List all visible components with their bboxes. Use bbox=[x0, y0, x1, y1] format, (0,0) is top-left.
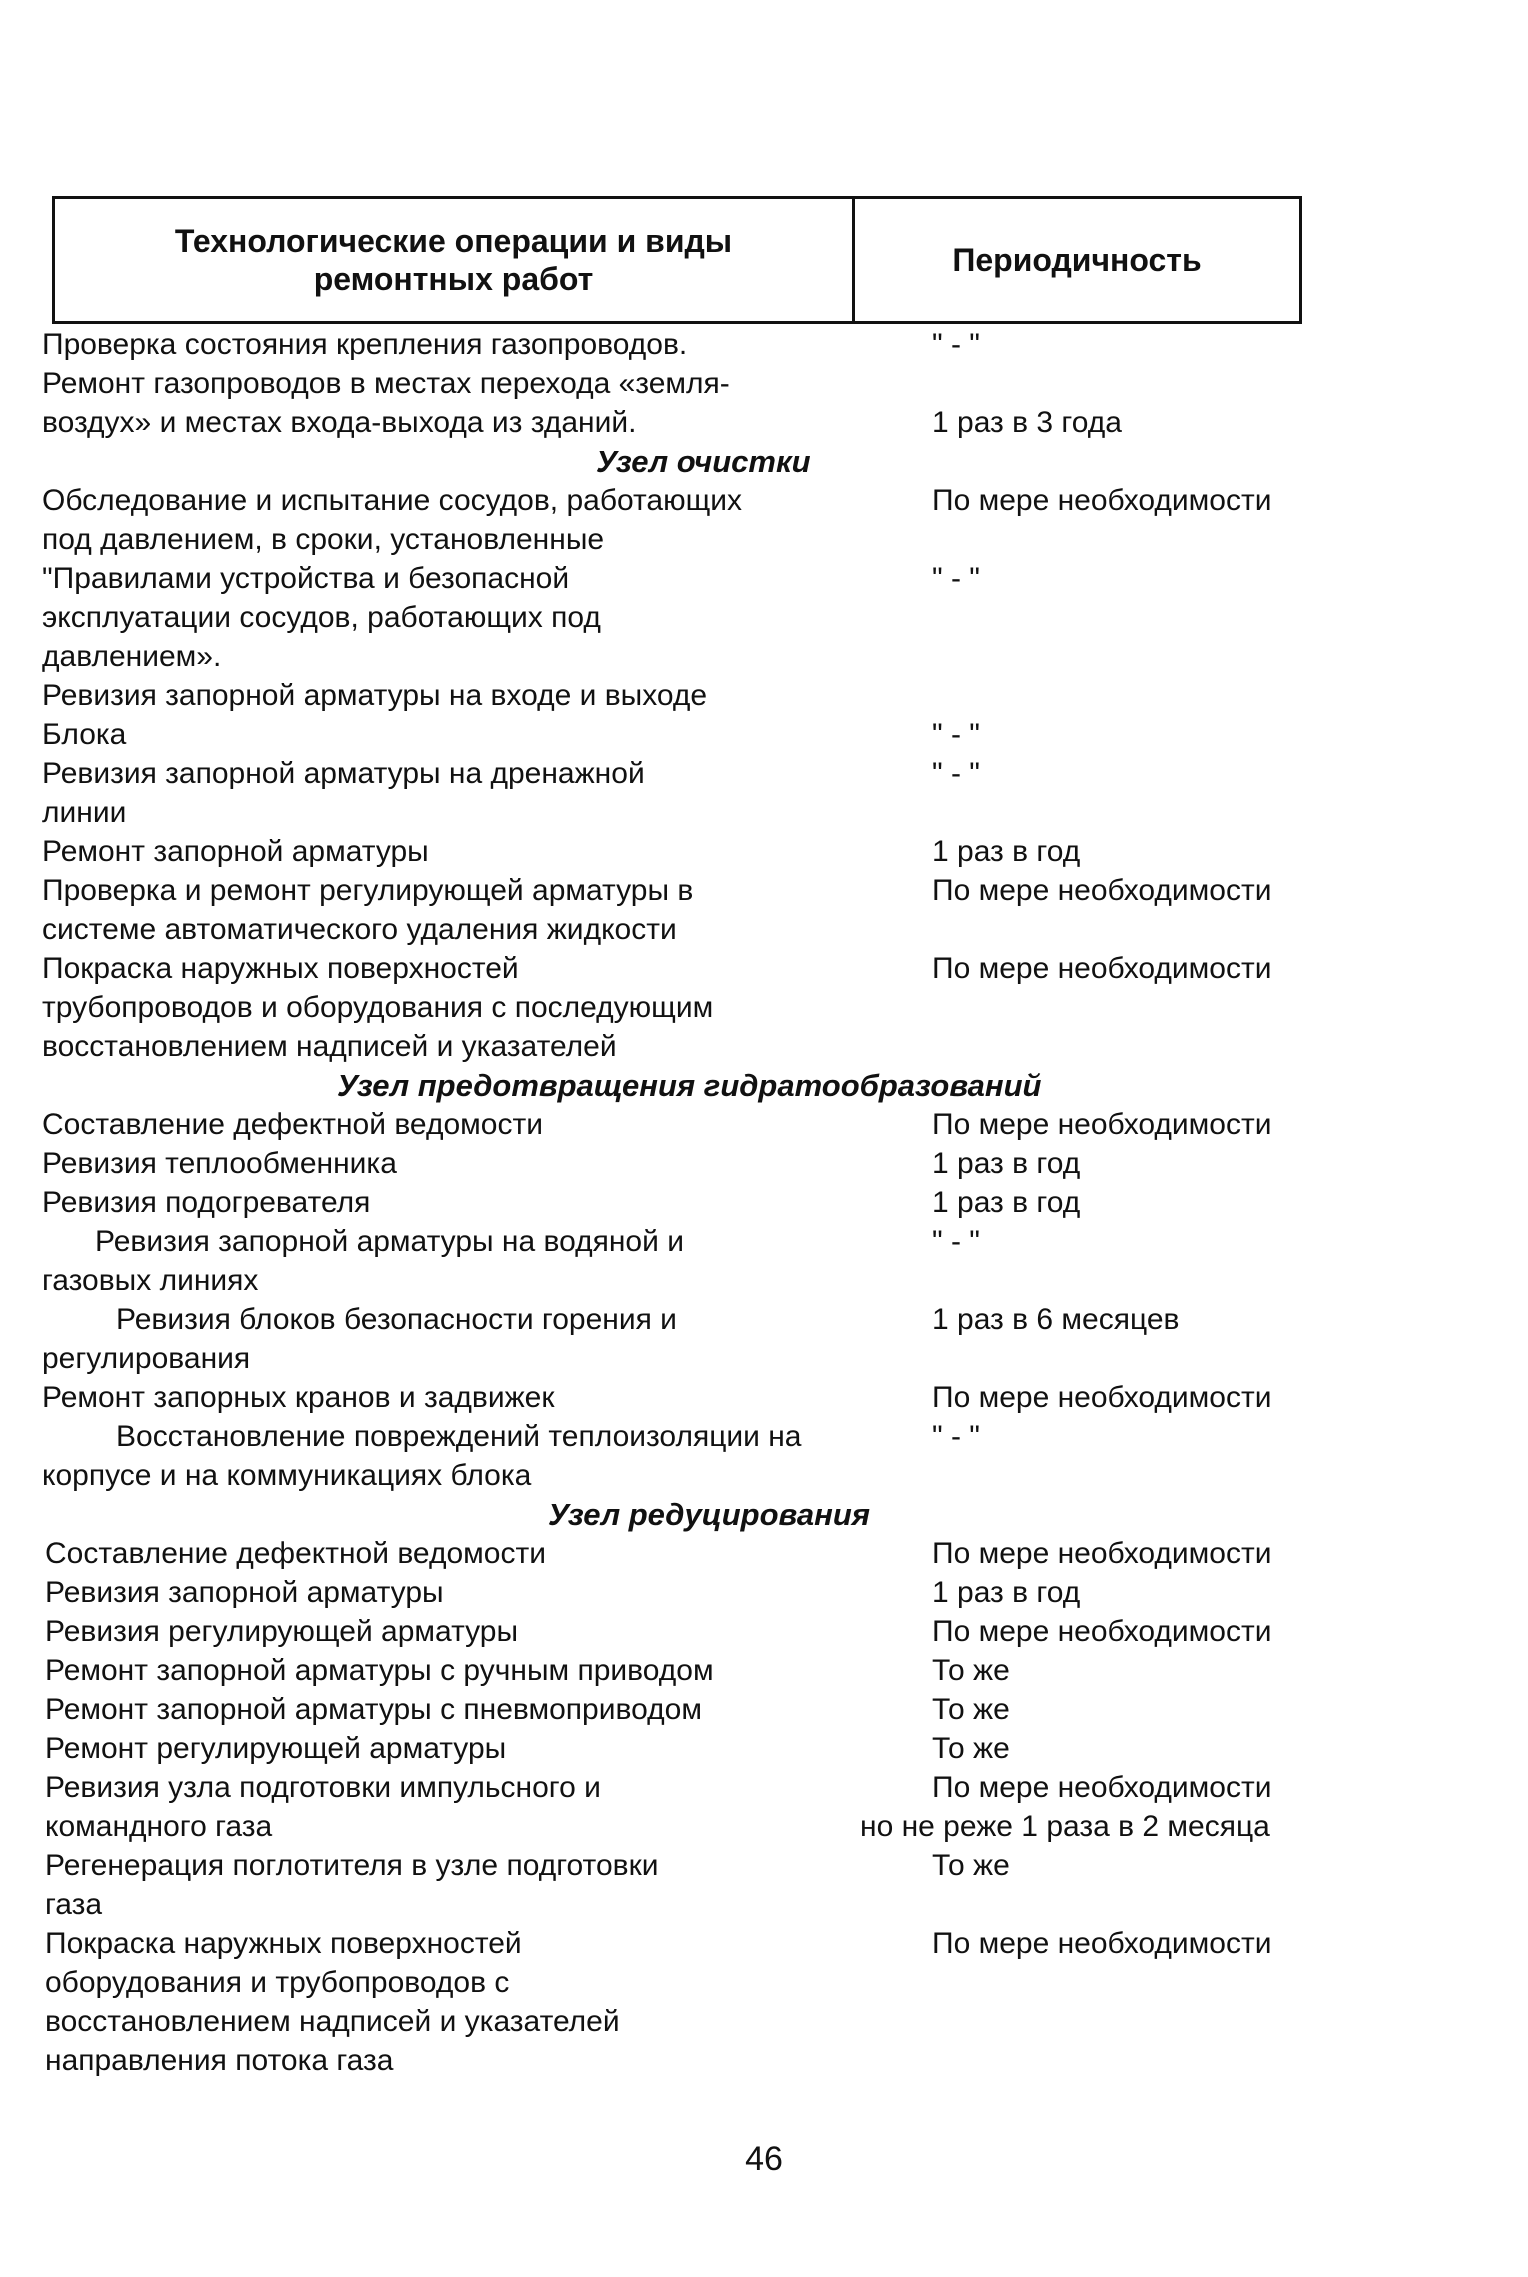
operation-line: Составление дефектной ведомости bbox=[42, 1108, 543, 1141]
operation-line: Покраска наружных поверхностей bbox=[42, 952, 519, 985]
periodicity-value: По мере необходимости bbox=[932, 874, 1272, 907]
operation-line: Ремонт запорной арматуры bbox=[42, 835, 429, 868]
periodicity-value: 1 раз в год bbox=[932, 835, 1081, 868]
operation-line: восстановлением надписей и указателей bbox=[45, 2005, 620, 2038]
periodicity-value: По мере необходимости bbox=[932, 1771, 1272, 1804]
operation-line: Ремонт запорной арматуры с ручным приводом bbox=[45, 1654, 714, 1687]
header-operations-cell: Технологические операции и виды ремонтных работ bbox=[55, 199, 855, 321]
periodicity-value: " - " bbox=[932, 1225, 980, 1258]
operation-line: Ревизия запорной арматуры bbox=[45, 1576, 444, 1609]
operation-line: Ремонт регулирующей арматуры bbox=[45, 1732, 507, 1765]
operation-line: Составление дефектной ведомости bbox=[45, 1537, 546, 1570]
operation-line: Ревизия теплообменника bbox=[42, 1147, 397, 1180]
operation-line: "Правилами устройства и безопасной bbox=[42, 562, 570, 595]
periodicity-value: То же bbox=[932, 1732, 1010, 1765]
operation-line: регулирования bbox=[42, 1342, 251, 1375]
operation-line: системе автоматического удаления жидкости bbox=[42, 913, 677, 946]
operation-line: Восстановление повреждений теплоизоляции на bbox=[116, 1420, 802, 1453]
operation-line: эксплуатации сосудов, работающих под bbox=[42, 601, 601, 634]
operation-line: восстановлением надписей и указателей bbox=[42, 1030, 617, 1063]
periodicity-value: " - " bbox=[932, 718, 980, 751]
operation-line: оборудования и трубопроводов с bbox=[45, 1966, 510, 1999]
operation-line: Ревизия регулирующей арматуры bbox=[45, 1615, 519, 1648]
periodicity-value: По мере необходимости bbox=[932, 1108, 1272, 1141]
operation-line: линии bbox=[42, 796, 127, 829]
periodicity-value: 1 раз в 6 месяцев bbox=[932, 1303, 1180, 1336]
periodicity-value: По мере необходимости bbox=[932, 484, 1272, 517]
periodicity-value: По мере необходимости bbox=[932, 952, 1272, 985]
operation-line: Проверка и ремонт регулирующей арматуры в bbox=[42, 874, 694, 907]
operation-line: газовых линиях bbox=[42, 1264, 259, 1297]
periodicity-value: " - " bbox=[932, 328, 980, 361]
operation-line: воздух» и местах входа-выхода из зданий. bbox=[42, 406, 637, 439]
page-number: 46 bbox=[745, 2140, 783, 2178]
header-periodicity-cell: Периодичность bbox=[952, 241, 1202, 278]
periodicity-value: То же bbox=[932, 1849, 1010, 1882]
periodicity-value: 1 раз в год bbox=[932, 1186, 1081, 1219]
section-heading: Узел предотвращения гидратообразований bbox=[337, 1068, 1042, 1103]
operation-line: Проверка состояния крепления газопроводов. bbox=[42, 328, 688, 361]
operation-line: Блока bbox=[42, 718, 127, 751]
section-heading: Узел редуцирования bbox=[548, 1497, 871, 1532]
operation-line: командного газа bbox=[45, 1810, 273, 1843]
operation-line: Ревизия запорной арматуры на дренажной bbox=[42, 757, 645, 790]
periodicity-value: По мере необходимости bbox=[932, 1537, 1272, 1570]
periodicity-value: но не реже 1 раза в 2 месяца bbox=[860, 1810, 1270, 1843]
operation-line: Ревизия запорной арматуры на входе и выходе bbox=[42, 679, 708, 712]
periodicity-value: То же bbox=[932, 1693, 1010, 1726]
periodicity-value: " - " bbox=[932, 757, 980, 790]
operation-line: направления потока газа bbox=[45, 2044, 394, 2077]
periodicity-value: " - " bbox=[932, 1420, 980, 1453]
periodicity-value: По мере необходимости bbox=[932, 1381, 1272, 1414]
operation-line: корпусе и на коммуникациях блока bbox=[42, 1459, 532, 1492]
periodicity-value: 1 раз в год bbox=[932, 1576, 1081, 1609]
section-heading: Узел очистки bbox=[596, 444, 811, 479]
operation-line: Ремонт запорной арматуры с пневмоприводом bbox=[45, 1693, 702, 1726]
operation-line: газа bbox=[45, 1888, 103, 1921]
operation-line: Регенерация поглотителя в узле подготовки bbox=[45, 1849, 659, 1882]
operation-line: Ревизия подогревателя bbox=[42, 1186, 371, 1219]
periodicity-value: По мере необходимости bbox=[932, 1615, 1272, 1648]
operation-line: Обследование и испытание сосудов, работающих bbox=[42, 484, 743, 517]
periodicity-value: По мере необходимости bbox=[932, 1927, 1272, 1960]
operation-line: Ремонт газопроводов в местах перехода «земля- bbox=[42, 367, 730, 400]
periodicity-value: 1 раз в год bbox=[932, 1147, 1081, 1180]
operation-line: давлением». bbox=[42, 640, 222, 673]
operation-line: Ревизия запорной арматуры на водяной и bbox=[95, 1225, 684, 1258]
operation-line: Ревизия узла подготовки импульсного и bbox=[45, 1771, 601, 1804]
operation-line: трубопроводов и оборудования с последующим bbox=[42, 991, 714, 1024]
operation-line: Ревизия блоков безопасности горения и bbox=[116, 1303, 677, 1336]
periodicity-value: 1 раз в 3 года bbox=[932, 406, 1122, 439]
periodicity-value: То же bbox=[932, 1654, 1010, 1687]
operation-line: Покраска наружных поверхностей bbox=[45, 1927, 522, 1960]
periodicity-value: " - " bbox=[932, 562, 980, 595]
operation-line: под давлением, в сроки, установленные bbox=[42, 523, 605, 556]
operation-line: Ремонт запорных кранов и задвижек bbox=[42, 1381, 555, 1414]
